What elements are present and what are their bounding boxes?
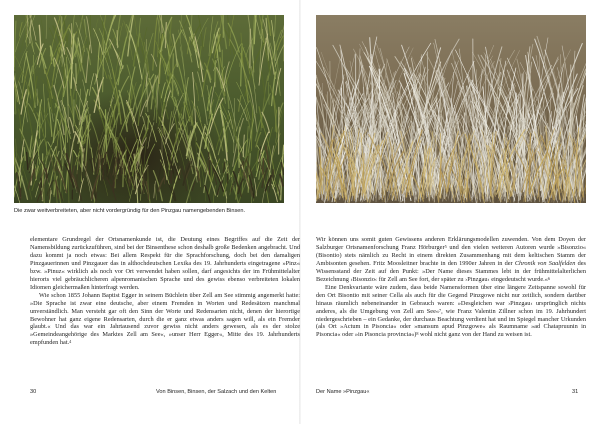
book-title: Chronik von Saalfelden bbox=[514, 259, 576, 267]
rush-grass-photo bbox=[14, 15, 284, 203]
right-paragraph-2: Eine Denkvariante wäre zudem, dass beide Namensformen über eine längere Zeitspanne sowohl für den Ort Bisontio mit seiner Cella als auch für die Gegend Pinzgowe nicht nur zeitlich, sondern darüber hinaus räumlich nebeneinander in Gebrauch waren: »Desgleichen war ›Pinzgau‹ ursprünglich nichts anderes, als die Umgebung von Zell am See«$^7$, wie Franz Valentin Zillner schon im 19. Jahrhundert niedergeschrieben – ein Gedanke, der durchaus Beachtung verdient hat und im Spiegel mancher Urkunden (als Ort »Actum in Pisoncia« oder »mansum apud Pinzgowe« als Raumname »ad Chatapruunin in Pisoncia« oder »in Pisoncia provincia«)$^8$ wohl nicht ganz von der Hand zu weisen ist. bbox=[316, 283, 586, 339]
page-number-right: 31 bbox=[572, 389, 579, 395]
left-paragraph-1: elementare Grundregel der Ortsnamenkunde ist, die Deutung eines Begriffes auf die Zeit der Namensbildung zurückzuführen, sind bei der Binsenthese schon deshalb große Bedenken angebracht. Und dazu kommt ja noch etwas: Bei allem Respekt für die Sprachforschung, doch bei den damaligen Pinzgauerinnen und Pinzgauer das in althochdeutschen Lexika des 19. Jahrhunderts eingetragene »Pinz« bzw. »Pinuz« wirklich als noch vor Ort verwendet haben sollen, darf angesichts der im Frühmittelalter hierorts viel gebräuchlicheren alpenromanischen Sprache und des gewiss ebenso verbreiteten lokalen Idiomen gleichermaßen hinterfragt werden. bbox=[30, 236, 300, 291]
footnote-ref: 8 bbox=[416, 331, 419, 337]
photo-caption: Die zwar weitverbreiteten, aber nicht vordergründig für den Pinzgau namengebenden Binsen. bbox=[14, 208, 246, 214]
running-head-left: Von Binsen, Binsen, der Salzach und den Kelten bbox=[156, 389, 277, 395]
running-head-right: Der Name »Pinzgau« bbox=[316, 389, 370, 395]
footnote-ref: 7 bbox=[439, 307, 442, 313]
footnote-ref: 5 bbox=[444, 243, 447, 249]
book-gutter bbox=[299, 0, 301, 424]
page-number-left: 30 bbox=[30, 389, 37, 395]
footnote-ref: 6 bbox=[547, 275, 550, 281]
right-body-text bbox=[316, 236, 586, 339]
left-body-text bbox=[30, 236, 300, 347]
tussock-grass-photo bbox=[316, 15, 586, 203]
footnote-ref: 4 bbox=[69, 339, 72, 345]
right-paragraph-1: Wir können uns somit guten Gewissens anderen Erklärungsmodellen zuwenden. Von dem Doyen der Salzburger Ortsnamenforschung Franz Hörburger$^5$ und den vielen weiteren Autoren wurde »Bisonzio« (Bisontio) stets nämlich zu Recht in einem direkten Zusammenhang mit dem keltischen Stamm der Ambisonten gesehen. Fritz Moosleitner brachte in den 1990er Jahren in der Chronik von Saalfelden des Wissensstand der Zeit auf den Punkt: »Der Name dieses Stammes lebt in der frühmittelalterlichen Bezeichnung ›Bisonzio‹ für Zell am See fort, der später zu ›Pinzgau‹ eingedeutscht wurde.«$^6$ bbox=[316, 236, 587, 283]
left-paragraph-2: Wie schon 1855 Johann Baptist Egger in seinem Büchlein über Zell am See stimmig angemerkt hatte: »Die Sprache ist zwar eine deutsche, aber einem Fremden in Worten und Redesätzen manchmal unverständlich. Man versteht gar oft den Sinn der Worte und Redensarten nicht, denen der hierortige Bewohner hat ganz eigene Redensarten, durch die er ganz etwas anders sagen will, als ein Fremder glaubt.« Und das war ein Jahrtausend zuvor gewiss nicht anders gewesen, als es der stolze »Gemeindeangehörige des Marktes Zell am See«, »unser Herr Egger«, Mitte des 19. Jahrhunderts empfunden hat.$^4$ bbox=[30, 291, 300, 347]
